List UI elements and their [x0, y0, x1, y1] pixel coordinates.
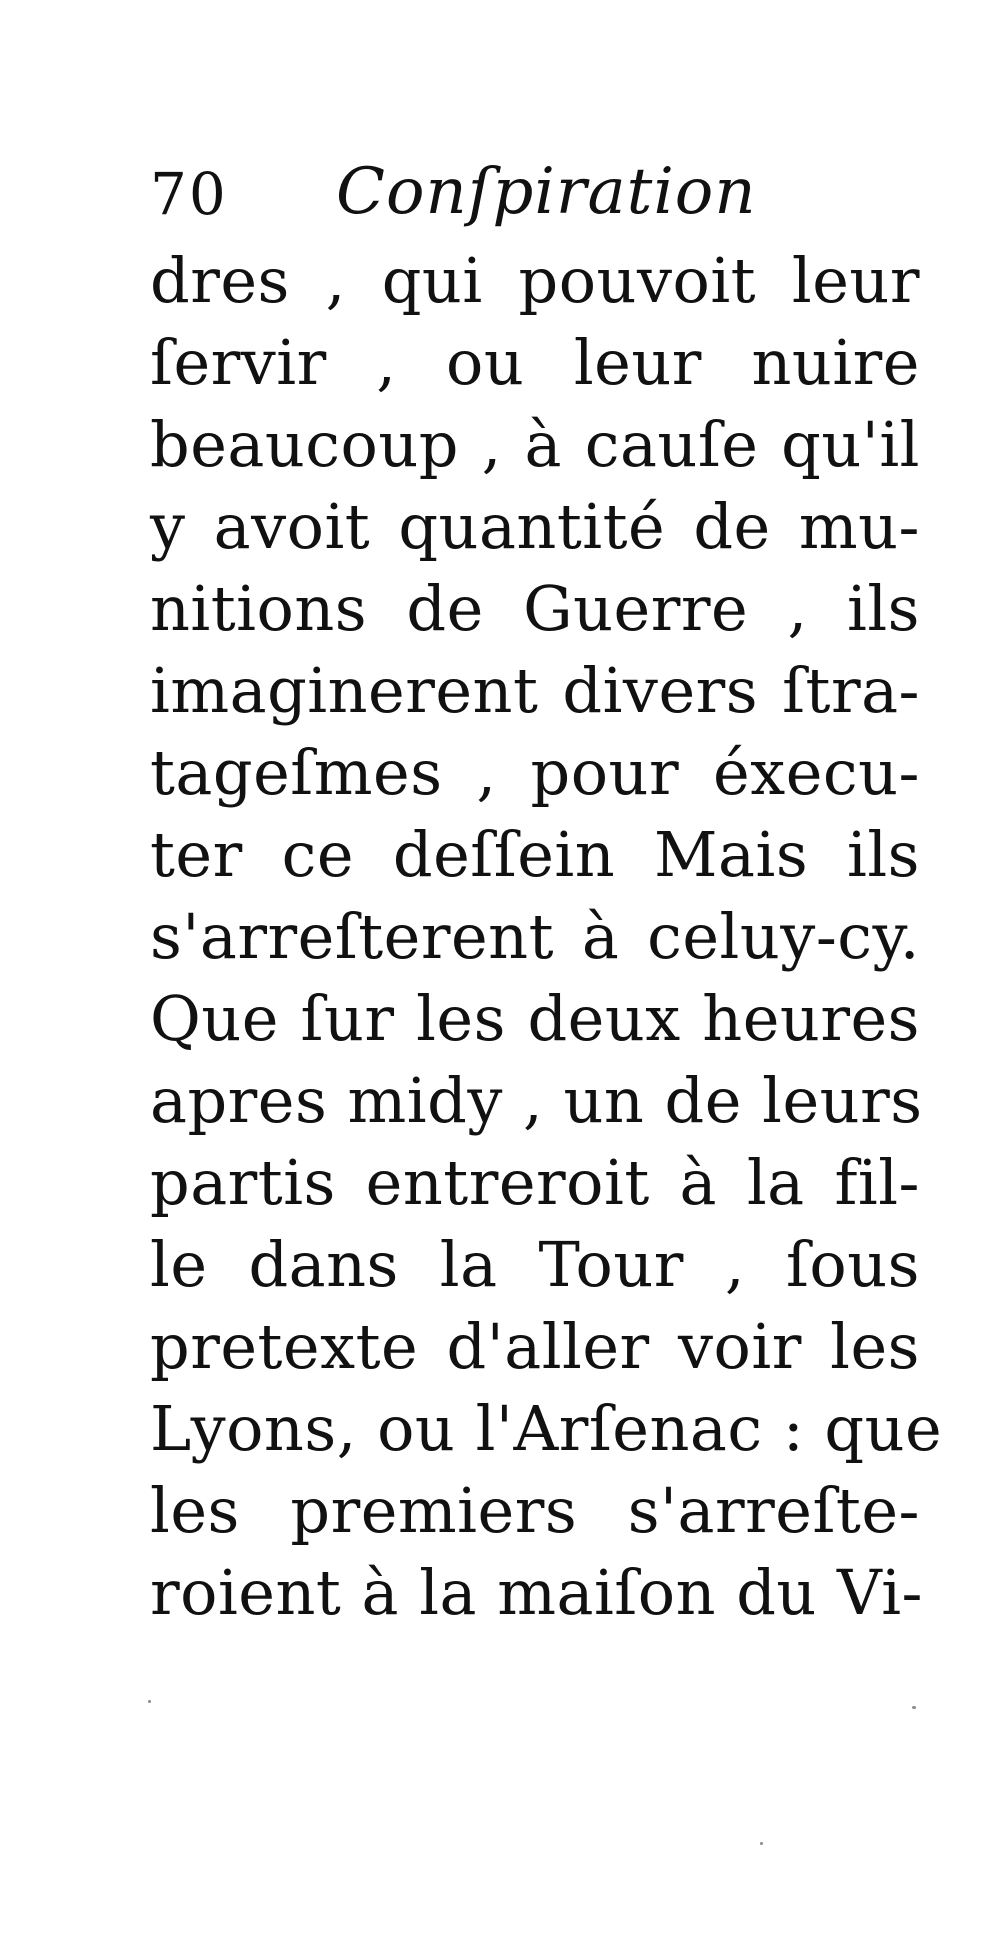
body-text: [150, 240, 943, 1634]
text-line: Que ſur les deux heures: [150, 982, 920, 1055]
running-title: Conſpiration: [336, 155, 757, 229]
scan-speck: [760, 1842, 763, 1845]
text-line: apres midy , un de leurs: [150, 1064, 923, 1137]
text-line: les premiers s'arreſte-: [150, 1474, 920, 1547]
text-line: partis entreroit à la fil-: [150, 1146, 920, 1219]
text-line: dres , qui pouvoit leur: [150, 244, 920, 317]
text-line: y avoit quantité de mu-: [150, 490, 920, 563]
page-header: [150, 150, 930, 240]
text-line: pretexte d'aller voir les: [150, 1310, 920, 1383]
scan-speck: [148, 1700, 151, 1703]
text-line: le dans la Tour , ſous: [150, 1228, 920, 1301]
text-line: roient à la maiſon du Vi-: [150, 1556, 923, 1629]
text-line: s'arreſterent à celuy-cy.: [150, 900, 920, 973]
text-line: nitions de Guerre , ils: [150, 572, 920, 645]
text-line: ſervir , ou leur nuire: [150, 326, 920, 399]
scan-speck: [912, 1706, 916, 1709]
text-line: beaucoup , à cauſe qu'il: [150, 408, 920, 481]
text-line: imaginerent divers ſtra-: [150, 654, 920, 727]
text-line: Lyons, ou l'Arſenac : que: [150, 1392, 943, 1465]
page-number: 70: [150, 160, 228, 228]
text-line: ter ce deſſein Mais ils: [150, 818, 920, 891]
text-line: tageſmes , pour éxecu-: [150, 736, 920, 809]
